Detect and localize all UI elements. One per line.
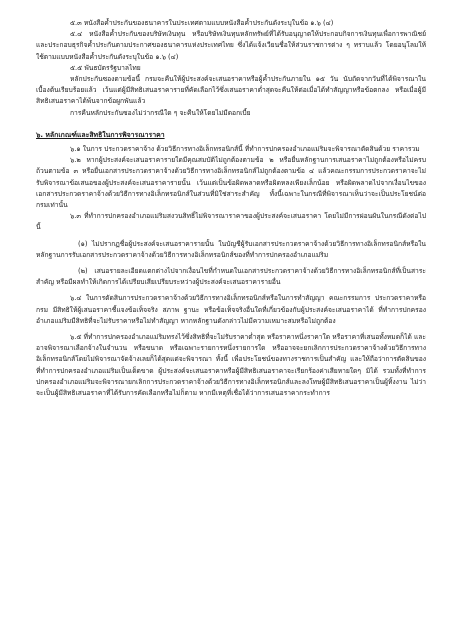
deposit-return-paragraph: หลักประกันซองตามข้อนี้ กรมจะคืนให้ผู้ประสงค์จะเสนอราคาหรือผู้ค้ำประกันภายใน ๑๕ วัน นับถัดจากวันที่ได้พิจารณาในเบื้องต้นเรียบร้อยแล้ว เว้นแต่ผู้มีสิทธิเสนอราคารายที่คัดเลือกไว้ซึ่งเสนอราคาต่ำสุดจะคืนให้ต่อเมื่อได้ทำสัญญาหรือข้อตกลง หรือเมื่อผู้มีสิทธิเสนอราคาได้พ้นจากข้อผูกพันแล้ว [36, 75, 426, 106]
clause-6-3: ๖.๓ ที่ทำการปกครองอำเภอแม่ริมสงวนสิทธิ์ไม่พิจารณาราคาของผู้ประสงค์จะเสนอราคา โดยไม่มีการผ่อนผันในกรณีดังต่อไปนี้ [36, 212, 426, 232]
section-6-heading: ๖. หลักเกณฑ์และสิทธิในการพิจารณาราคา [36, 130, 165, 139]
clause-6-3-item-1: (๑) ไม่ปรากฏชื่อผู้ประสงค์จะเสนอราคารายนั้น ในบัญชีผู้รับเอกสารประกวดราคาจ้างด้วยวิธีการทางอิเล็กทรอนิกส์หรือในหลักฐานการรับเอกสารประกวดราคาจ้างด้วยวิธีการทางอิเล็กทรอนิกส์ของที่ทำการปกครองอำเภอแม่ริม [36, 239, 426, 259]
clause-5-4: ๕.๔ หนังสือค้ำประกันของบริษัทเงินทุน หรือบริษัทเงินทุนหลักทรัพย์ที่ได้รับอนุญาตให้ประกอบกิจการเงินทุนเพื่อการพาณิชย์และประกอบธุรกิจค้ำประกันตามประกาศของธนาคารแห่งประเทศไทย ซึ่งได้แจ้งเวียนชื่อให้ส่วนราชการต่าง ๆ ทราบแล้ว โดยอนุโลมให้ใช้ตามแบบหนังสือค้ำประกันดังระบุในข้อ ๑.๖ (๔) [36, 30, 426, 61]
clause-6-4: ๖.๔ ในการตัดสินการประกวดราคาจ้างด้วยวิธีการทางอิเล็กทรอนิกส์หรือในการทำสัญญา คณะกรรมการ ประกวดราคาหรือกรม มีสิทธิให้ผู้เสนอราคาชี้แจงข้อเท็จจริง สภาพ ฐานะ หรือข้อเท็จจริงอื่นใดที่เกี่ยวข้องกับผู้ประสงค์จะเสนอราคาได้ ที่ทำการปกครองอำเภอแม่ริมมีสิทธิที่จะไม่รับราคาหรือไม่ทำสัญญา หากหลักฐานดังกล่าวไม่มีความเหมาะสมหรือไม่ถูกต้อง [36, 294, 426, 325]
clause-6-2: ๖.๒ หากผู้ประสงค์จะเสนอราคารายใดมีคุณสมบัติไม่ถูกต้องตามข้อ ๒ หรือยื่นหลักฐานการเสนอราคาไม่ถูกต้องหรือไม่ครบถ้วนตามข้อ ๓ หรือยื่นเอกสารประกวดราคาจ้างด้วยวิธีการทางอิเล็กทรอนิกส์ไม่ถูกต้องตามข้อ ๔ แล้วคณะกรรมการประกวดราคาจะไม่รับพิจารณาข้อเสนอของผู้ประสงค์จะเสนอราคารายนั้น เว้นแต่เป็นข้อผิดพลาดหรือผิดหลงเพียงเล็กน้อย หรือผิดพลาดไปจากเงื่อนไขของเอกสารประกวดราคาจ้างด้วยวิธีการทางอิเล็กทรอนิกส์ในส่วนที่มิใช่สาระสำคัญ ทั้งนี้เฉพาะในกรณีที่พิจารณาเห็นว่าจะเป็นประโยชน์ต่อกรมเท่านั้น [36, 156, 426, 210]
clause-5-3: ๕.๓ หนังสือค้ำประกันของธนาคารในประเทศตามแบบหนังสือค้ำประกันดังระบุในข้อ ๑.๖ (๔) [70, 19, 334, 27]
clause-6-1: ๖.๑ ในการ ประกวดราคาจ้าง ด้วยวิธีการทางอิเล็กทรอนิกส์นี้ ที่ทำการปกครองอำเภอแม่ริมจะพิจารณาตัดสินด้วย ราคารวม [70, 145, 420, 154]
no-interest-paragraph: การคืนหลักประกันซองไม่ว่ากรณีใด ๆ จะคืนให้โดยไม่มีดอกเบี้ย [70, 108, 251, 117]
clause-5-5: ๕.๕ พันธบัตรรัฐบาลไทย [70, 63, 141, 72]
clause-6-5: ๖.๕ ที่ทำการปกครองอำเภอแม่ริมทรงไว้ซึ่งสิทธิที่จะไม่รับราคาต่ำสุด หรือราคาหนึ่งราคาใด หรือราคาที่เสนอทั้งหมดก็ได้ และอาจพิจารณาเลือกจ้างในจำนวน หรือขนาด หรือเฉพาะรายการหนึ่งรายการใด หรืออาจจะยกเลิกการประกวดราคาจ้างด้วยวิธีการทางอิเล็กทรอนิกส์โดยไม่พิจารณาจัดจ้างเลยก็ได้สุดแต่จะพิจารณา ทั้งนี้ เพื่อประโยชน์ของทางราชการเป็นสำคัญ และให้ถือว่าการตัดสินของที่ทำการปกครองอำเภอแม่ริมเป็นเด็ดขาด ผู้ประสงค์จะเสนอราคาหรือผู้มีสิทธิเสนอราคาจะเรียกร้องค่าเสียหายใดๆ มิได้ รวมทั้งที่ทำการปกครองอำเภอแม่ริมจะพิจารณายกเลิกการประกวดราคาจ้างด้วยวิธีการทางอิเล็กทรอนิกส์และลงโทษผู้มีสิทธิเสนอราคาเป็นผู้ทิ้งงาน ไม่ว่าจะเป็นผู้มีสิทธิเสนอราคาที่ได้รับการคัดเลือกหรือไม่ก็ตาม หากมีเหตุที่เชื่อได้ว่าการเสนอราคากระทำการ [36, 333, 426, 398]
clause-6-3-item-2: (๒) เสนอรายละเอียดแตกต่างไปจากเงื่อนไขที่กำหนดในเอกสารประกวดราคาจ้างด้วยวิธีการทางอิเล็กทรอนิกส์ที่เป็นสาระสำคัญ หรือมีผลทำให้เกิดการได้เปรียบเสียเปรียบระหว่างผู้ประสงค์จะเสนอราคารายอื่น [36, 267, 426, 287]
